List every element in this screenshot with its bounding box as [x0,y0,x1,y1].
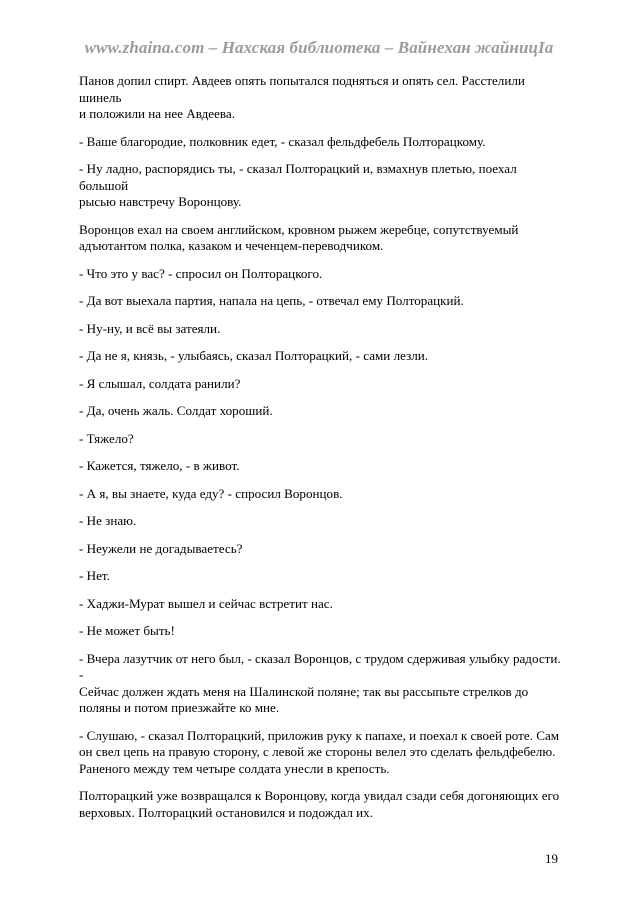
paragraph: - Кажется, тяжело, - в живот. [79,458,240,473]
paragraph: - Да вот выехала партия, напала на цепь, - отвечал ему Полторацкий. [79,293,464,308]
paragraph: - Да, очень жаль. Солдат хороший. [79,403,273,418]
paragraph: - Ну-ну, и всё вы затеяли. [79,320,221,336]
paragraph: - Что это у вас? - спросил он Полторацкого. [79,265,323,281]
paragraph: Воронцов ехал на своем английском, кровном рыжем жеребце, сопутствуемый адъютантом полка, казаком и чеченцем-переводчиком. [79,221,519,253]
page-body [79,73,563,832]
paragraph: - Не может быть! [79,623,175,638]
paragraph: Полторацкий уже возвращался к Воронцову, когда увидал сзади себя догоняющих его верховых. Полторацкий остановился и подождал их. [79,788,560,820]
paragraph: - Слушаю, - сказал Полторацкий, приложив руку к папахе, и поехал к своей роте. Сам он свел цепь на правую сторону, с левой же стороны велел это сделать фельдфебелю. Раненого между тем четыре солдата унесли в крепость. [79,727,560,776]
page-number: 19 [545,851,558,866]
paragraph: - Да не я, князь, - улыбаясь, сказал Полторацкий, - сами лезли. [79,348,429,363]
paragraph: - Ваше благородие, полковник едет, - сказал фельдфебель Полторацкому. [79,133,486,149]
paragraph: - Хаджи-Мурат вышел и сейчас встретит нас. [79,595,333,611]
site-header: www.zhaina.com – Нахская библиотека – Вайнехан жайницIа [84,38,554,57]
paragraph: - Вчера лазутчик от него был, - сказал Воронцов, с трудом сдерживая улыбку радости. - Сейчас должен ждать меня на Шалинской поляне; так вы рассыпьте стрелков до поляны и потом приезжайте ко мне. [79,650,561,715]
paragraph: Панов допил спирт. Авдеев опять попытался подняться и опять сел. Расстелили шинель и положили на нее Авдеева. [79,73,525,121]
paragraph: - Ну ладно, распорядись ты, - сказал Полторацкий и, взмахнув плетью, поехал большой рысью навстречу Воронцову. [79,161,517,209]
paragraph: - Не знаю. [79,513,137,528]
paragraph: - Я слышал, солдата ранили? [79,375,241,391]
paragraph: - А я, вы знаете, куда еду? - спросил Воронцов. [79,485,343,501]
paragraph: - Неужели не догадываетесь? [79,540,243,556]
paragraph: - Нет. [79,568,110,583]
paragraph: - Тяжело? [79,430,134,446]
